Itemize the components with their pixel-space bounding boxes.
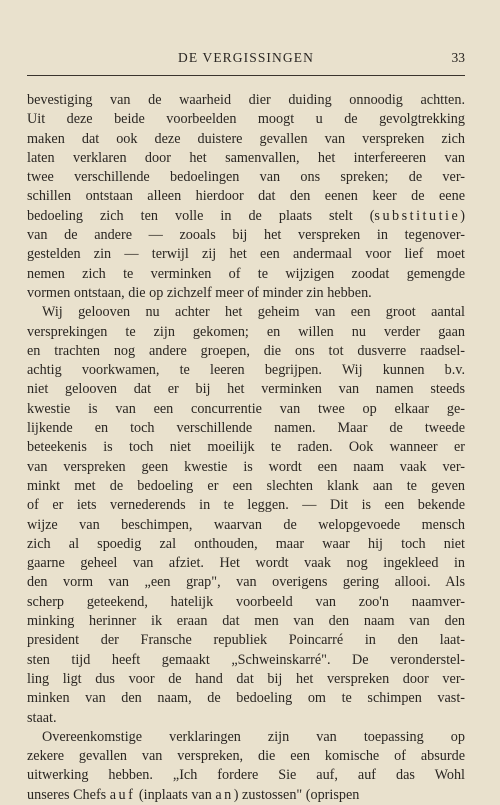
paragraph (27, 303, 465, 728)
text-line: versprekingen te zijn gekomen; en willen nu verder gaan (27, 323, 465, 340)
text-line: achtig voorkwamen, te leeren begrijpen. Wij kunnen b.v. (27, 362, 465, 379)
text-line: minkt met de bedoeling er een slechten klank aan te geven (27, 477, 465, 494)
text-line: en trachten nog andere groepen, die ons tot dusverre raadsel- (27, 342, 465, 359)
page-number: 33 (451, 50, 465, 65)
text-line: zich al spoedig zal onthouden, maar waar hij toch niet (27, 535, 465, 552)
text-line: beteekenis is toch niet moeilijk te raden. Ook wanneer er (27, 439, 465, 456)
header-rule (27, 75, 465, 76)
text-line: minken van den naam, de bedoeling om te schimpen vast- (27, 690, 465, 707)
text-line: Wij gelooven nu achter het geheim van een groot aantal (42, 304, 465, 321)
text-line: kwestie is van een concurrentie van twee op elkaar ge- (27, 400, 465, 417)
text-line: laten verklaren door het samenvallen, het interfereeren van (27, 149, 465, 166)
text-line: staat. (27, 709, 57, 726)
text-line: sten tijd heeft gemaakt „Schweinskarré". De veronderstel- (27, 651, 465, 668)
text-line: den vorm van „een grap", van overigens gering allooi. Als (27, 574, 465, 591)
text-line: unseres Chefs auf (inplaats van an) zustossen" (oprispen (27, 786, 360, 803)
text-line: nemen zich te verminken of te wijzigen zoodat gemengde (27, 265, 465, 282)
running-head (27, 50, 465, 70)
text-line: gaarne geheel van afziet. Het wordt vaak nog ingekleed in (27, 555, 465, 572)
text-line: minking herinner ik eraan dat men van den naam van den (27, 613, 465, 630)
text-line: scherp geteekend, hatelijk voorbeeld van zoo'n naamver- (27, 593, 465, 610)
text-line: van verspreken geen kwestie is wordt een naam vaak ver- (27, 458, 465, 475)
text-line: Overeenkomstige verklaringen zijn van toepassing op (42, 728, 465, 745)
text-line: bevestiging van de waarheid dier duiding onnoodig achtten. (27, 92, 465, 108)
text-line: vormen ontstaan, die op zichzelf meer of minder zin hebben. (27, 284, 372, 301)
paragraph (27, 728, 465, 805)
text-line: van de andere — zooals bij het verspreken in tegenover- (27, 227, 465, 244)
text-line: wijze van beschimpen, waarvan de welopgevoede mensch (27, 516, 465, 533)
body-text (27, 91, 465, 805)
text-line: ling ligt dus voor de hand dat bij het verspreken door ver- (27, 670, 465, 687)
text-line: lijkende en toch verschillende namen. Maar de tweede (27, 420, 465, 437)
text-line: maken dat ook deze duistere gevallen van verspreken zich (27, 130, 465, 147)
text-line: Uit deze beide voorbeelden moogt u de gevolgtrekking (27, 111, 465, 128)
text-line: uitwerking hebben. „Ich fordere Sie auf, auf das Wohl (27, 767, 465, 784)
text-line: zekere gevallen van verspreken, die een komische of absurde (27, 748, 465, 765)
paragraph (27, 91, 465, 303)
text-line: bedoeling zich ten volle in de plaats stelt (substitutie) (27, 207, 465, 224)
text-line: of er iets vernederends in te leggen. — Dit is een bekende (27, 497, 465, 514)
text-line: schillen ontstaan alleen hierdoor dat den eenen keer de eene (27, 188, 465, 205)
text-line: president der Fransche republiek Poincarré in den laat- (27, 632, 465, 649)
text-line: twee verschillende bedoelingen van ons spreken; de ver- (27, 169, 465, 186)
text-line: gestelden zin — terwijl zij het een andermaal voor lief moet (27, 246, 465, 263)
chapter-title: DE VERGISSINGEN (178, 50, 314, 65)
text-line: niet gelooven dat er bij het verminken van namen steeds (27, 381, 465, 398)
